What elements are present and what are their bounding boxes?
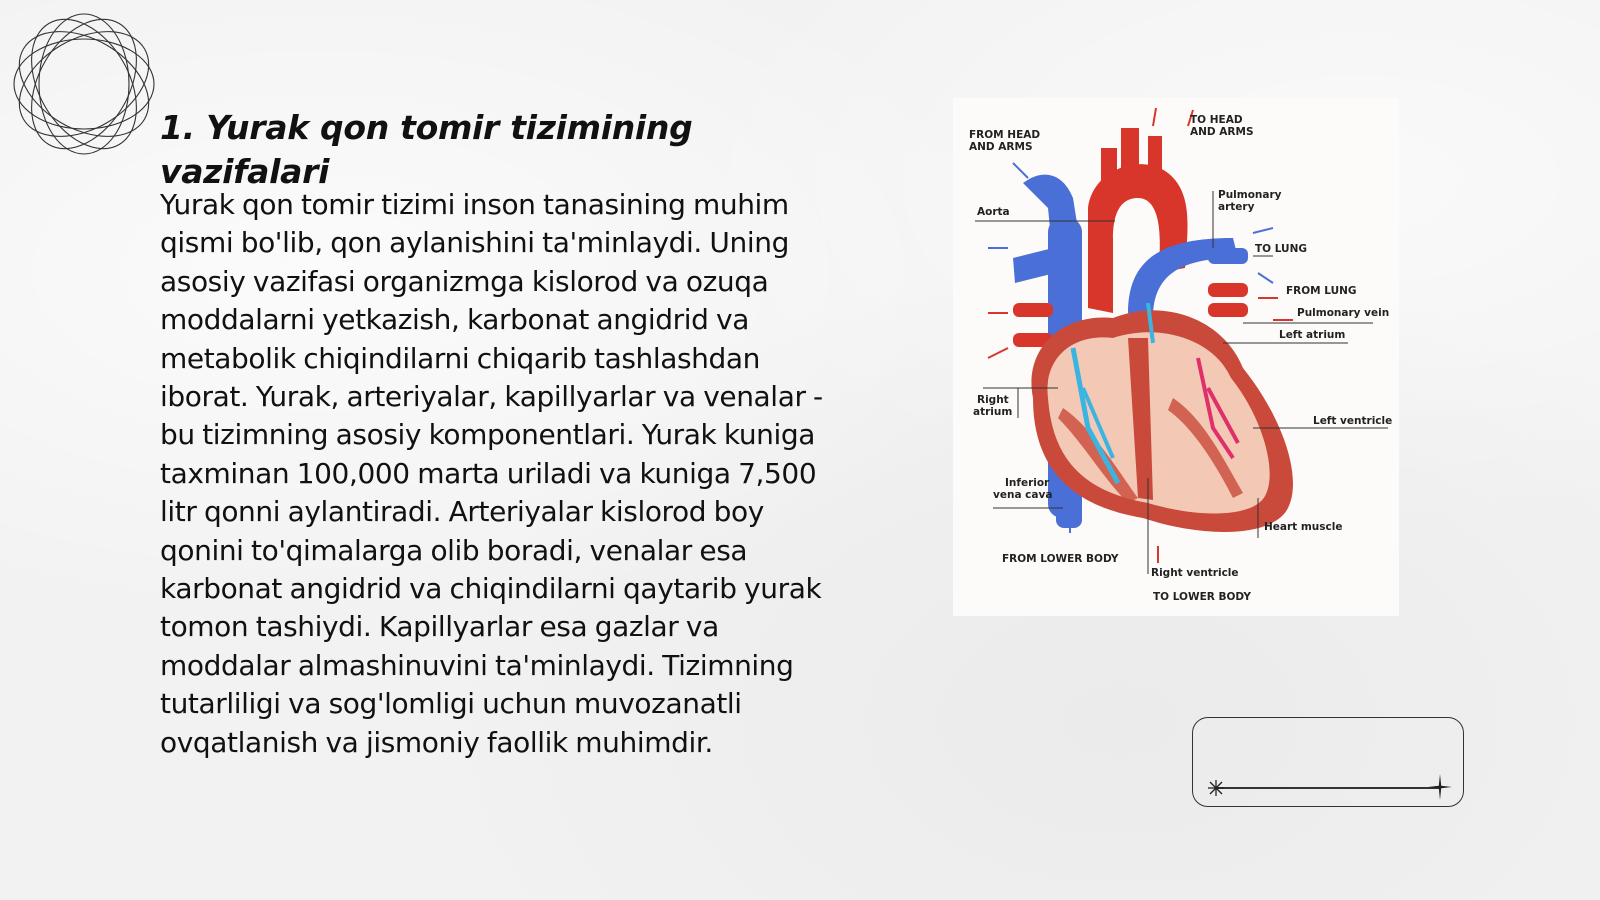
label-left-ventricle: Left ventricle [1313,415,1393,427]
label-to-lung: TO LUNG [1255,243,1307,255]
label-from-head: FROM HEAD [969,129,1041,141]
label-to-head: TO HEAD [1190,114,1243,126]
decorative-line [1215,787,1440,789]
label-pulmonary-vein: Pulmonary vein [1297,307,1390,319]
label-left-atrium: Left atrium [1279,329,1346,341]
four-point-star-icon [1428,774,1452,800]
concentric-rings-icon [10,10,158,158]
label-aorta: Aorta [977,206,1010,218]
slide-title: 1. Yurak qon tomir tizimining vazifalari [160,108,693,191]
decorative-frame [1192,717,1464,807]
label-right-ventricle: Right ventricle [1151,567,1239,579]
label-pulmonary-artery: Pulmonary [1218,189,1282,201]
svg-text:atrium: atrium [973,406,1013,418]
slide-body-text: Yurak qon tomir tizimi inson tanasining muhim qismi bo'lib, qon aylanishini ta'minlaydi. Uning asosiy vazifasi organizmga kislorod va ozuqa moddalarni yetkazish, karbonat angidrid va metabolik chiqindilarni chiqarib tashlashdan iborat. Yurak, arteriyalar, kapillyarlar va venalar - bu tizimning asosiy komponentlari. Yurak kuniga taxminan 100,000 marta uriladi va kuniga 7,500 litr qonni aylantiradi. Arteriyalar kislorod boy qonini to'qimalarga olib boradi, venalar esa karbonat angidrid va chiqindilarni qaytarib yurak tomon tashiydi. Kapillyarlar esa gazlar va moddalar almashinuvini ta'minlaydi. Tizimning tutarliligi va sog'lomligi uchun muvozanatli ovqatlanish va jismoniy faollik muhimdir. [160,188,823,759]
svg-text:AND ARMS: AND ARMS [1190,126,1254,138]
label-heart-muscle: Heart muscle [1264,521,1343,533]
sparkle-icon [1207,779,1225,797]
label-from-lung: FROM LUNG [1286,285,1357,297]
heart-diagram [953,98,1399,616]
label-right-atrium: Right [977,394,1009,406]
svg-text:AND ARMS: AND ARMS [969,141,1033,153]
svg-text:vena cava: vena cava [993,489,1053,501]
label-inferior-vena-cava: Inferior [1005,477,1050,489]
label-to-lower-body: TO LOWER BODY [1153,591,1251,603]
heart-diagram-svg [953,98,1399,616]
label-from-lower-body: FROM LOWER BODY [1002,553,1119,565]
svg-text:artery: artery [1218,201,1255,213]
